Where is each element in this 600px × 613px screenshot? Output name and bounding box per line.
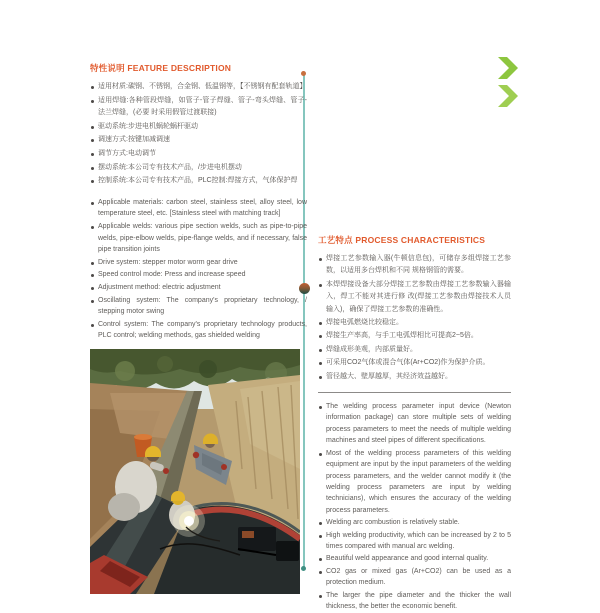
bullet-item: Applicable materials: carbon steel, stainless steel, alloy steel, low temperature steel, etc. [Stainless steel with matching track]	[90, 197, 307, 220]
bullet-item: 适用材质:碳钢、不锈钢，合金钢、低温钢等，【不锈钢有配套轨道】	[90, 81, 307, 94]
pipeline-welding-photo-graphic	[90, 349, 300, 594]
bullet-item: Control system: The company's proprietary technology products, PLC control; welding methods, gas shielded welding	[90, 319, 307, 342]
bullet-item: 调节方式:电动调节	[90, 148, 307, 161]
bullet-item: 可采用CO2气体或混合气体(Ar+CO2)作为保护介质。	[318, 357, 511, 369]
process-bullets-chinese	[318, 253, 511, 383]
chevron-right-icon	[497, 85, 519, 107]
feature-bullets-chinese	[90, 81, 307, 188]
bullet-item: 焊接电弧燃烧比较稳定。	[318, 317, 511, 329]
bullet-item: Speed control mode: Press and increase speed	[90, 269, 307, 281]
bullet-item: 驱动系统:步进电机蜗轮蜗杆驱动	[90, 121, 307, 134]
bullet-item: 调速方式:按键加减调速	[90, 134, 307, 147]
feature-description-section	[90, 62, 307, 594]
process-bullets-english	[318, 401, 511, 612]
bullet-item: 焊接工艺参数输入器(牛顿信息包)，可储存多组焊接工艺参数，以适用多台焊机和不同 规格钢管的需要。	[318, 253, 511, 278]
bullet-item: 本焊焊接设备大部分焊接工艺参数由焊接工艺参数输入器输入，焊工不能对其进行修 改(焊接工艺参数由焊接技术人员输入)，确保了焊接工艺参数的准确性。	[318, 279, 511, 316]
bullet-item: CO2 gas or mixed gas (Ar+CO2) can be used as a protection medium.	[318, 566, 511, 589]
pipeline-welding-photo	[90, 349, 300, 594]
process-characteristics-section	[318, 234, 511, 613]
bullet-item: 控制系统:本公司专有技术产品，PLC控制:焊接方式，气体保护焊	[90, 175, 307, 188]
bullet-item: 焊缝成形美观，内部质量好。	[318, 344, 511, 356]
bullet-item: 焊接生产率高，与手工电弧焊相比可提高2~5倍。	[318, 330, 511, 342]
bullet-item: Welding arc combustion is relatively stable.	[318, 517, 511, 528]
bullet-item: The larger the pipe diameter and the thicker the wall thickness, the better the economic benefit.	[318, 590, 511, 613]
bullet-item: High welding productivity, which can be increased by 2 to 5 times compared with manual arc welding.	[318, 530, 511, 553]
green-chevrons-decoration	[497, 57, 521, 109]
process-characteristics-heading: 工艺特点 PROCESS CHARACTERISTICS	[318, 235, 486, 245]
bullet-item: Beautiful weld appearance and good internal quality.	[318, 553, 511, 564]
bullet-item: Most of the welding process parameters of this welding equipment are input by the input parameters of the welding process parameters, and the welder cannot modify it (the welding process parameters are input by welding technicians), which ensures the accuracy of the welding process parameters.	[318, 448, 511, 516]
bullet-item: Oscillating system: The company's proprietary technology, / stepping motor swing	[90, 295, 307, 318]
bullet-item: 摆动系统:本公司专有技术产品，/步进电机摆动	[90, 162, 307, 175]
bullet-item: 适用焊缝:各种管段焊缝，如管子-管子焊缝、管子-弯头焊缝、管子-法兰焊缝，(必要 时采用假管过渡联接)	[90, 95, 307, 120]
feature-bullets-english	[90, 197, 307, 342]
bullet-item: The welding process parameter input device (Newton information package) can store multiple sets of welding process parameters to meet the needs of multiple welding machines and steel pipes of different specifications.	[318, 401, 511, 447]
bullet-item: 管径越大、壁厚越厚，其经济效益越好。	[318, 371, 511, 383]
chevron-right-icon	[497, 57, 519, 79]
bullet-item: Drive system: stepper motor worm gear drive	[90, 257, 307, 269]
bullet-item: Applicable welds: various pipe section welds, such as pipe-to-pipe welds, pipe-elbow welds, pipe-flange welds, and if necessary, false pipe transition joints	[90, 221, 307, 256]
section-divider-rule	[318, 392, 511, 393]
bullet-item: Adjustment method: electric adjustment	[90, 282, 307, 294]
feature-description-heading: 特性说明 FEATURE DESCRIPTION	[90, 63, 232, 73]
